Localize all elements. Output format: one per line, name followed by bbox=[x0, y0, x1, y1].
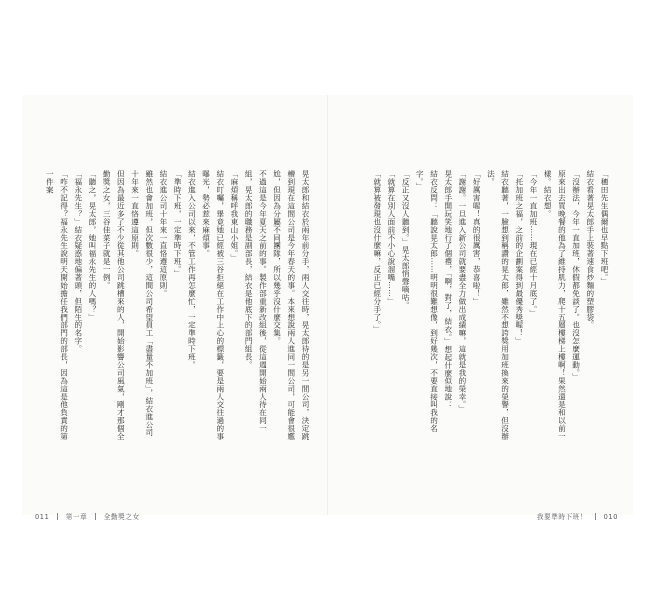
chapter-label: 第一章 bbox=[65, 513, 88, 521]
left-page-footer bbox=[35, 511, 140, 521]
right-page-footer bbox=[537, 511, 618, 521]
chapter-title: 全勤獎之女 bbox=[103, 513, 140, 521]
paragraph: 「麻煩稱呼我東山小姐。」 bbox=[229, 170, 239, 262]
paragraph: 晃太郎和結衣於兩年前分手，兩人交往時，晃太郎待的是另一間公司，決定跳槽到現在這間公司是今年春天的事。本來想說兩人進同一間公司，可能會很尷尬，但因為分屬不同團隊，所以幾乎沒什麼交集。 bbox=[272, 170, 310, 441]
paragraph: 結衣叮囑，畢竟她已經被三谷拒絕在工作中上心的標籤，要是兩人交往過的事曝光，勢必惹來麻煩事。 bbox=[201, 170, 225, 441]
paragraph: 「托加班之福，之前的企劃案得到最優秀獎喔！」 bbox=[514, 170, 524, 345]
paragraph: 晃太郎手開玩笑地行了個禮，「啊，對了，結衣。」想起什麼似地說： bbox=[443, 170, 453, 409]
footer-divider bbox=[57, 513, 58, 520]
left-page-number: 011 bbox=[35, 513, 50, 521]
paragraph: 結衣進入公司以來，不管工作再怎麼忙，一定準時下班。 bbox=[187, 170, 197, 369]
paragraph: 「準時下班，一定準時下班。」 bbox=[173, 170, 183, 278]
paragraph: 「咋不記得？福永先生說明天開始擔任我們部門的部長，因為這是他負責的第一件案 bbox=[45, 170, 69, 441]
right-page-number: 010 bbox=[603, 513, 618, 521]
paragraph: 「聽之，晃太郎，她叫福永先生的人嗎？」 bbox=[87, 170, 97, 322]
footer-divider bbox=[595, 513, 596, 520]
paragraph: 原來出去買晚餐的他為了維持肌力，爬十五層樓梯上樓啊！果然還是和以前一樣。結衣想。 bbox=[543, 170, 567, 441]
paragraph: 不過這是今年夏天之前的事。製作部重新改組後，從這週開始兩人待在同一組，晃太郎的職務是副部長，結衣是他底下的部門組長。 bbox=[244, 170, 268, 433]
paragraph: 「沒辦法，今年一直加班，休假都免談了。也沒怎麼運動。」 bbox=[571, 170, 581, 381]
paragraph: 結衣反問：「聽說晃太郎……明明很難想像，到好幾次，不要直接叫我的名字。」 bbox=[415, 170, 439, 433]
footer-divider bbox=[95, 513, 96, 520]
paragraph: 「好厲害喔！真的很厲害，恭喜啦！」 bbox=[472, 170, 482, 306]
book-gutter bbox=[327, 95, 328, 515]
left-page-text bbox=[40, 170, 312, 444]
paragraph: 「福永先生？」結衣疑惑地偏著頭，但陌生的名字。 bbox=[73, 170, 83, 353]
paragraph: 「今年一直加班……現在已經十月底了。」 bbox=[528, 170, 538, 318]
paragraph: 結衣聽著，一臉想到稱讚的晃太郎，雖然不想誇獎用加班換來的榮譽，但沒辦法。 bbox=[486, 170, 510, 441]
paragraph: 「謝謝。一旦進入新公司就要盡全力做出成績嘛，這就是我的榮幸。」 bbox=[457, 170, 467, 413]
right-page-text bbox=[351, 170, 611, 444]
paragraph: 結衣看著晃太郎手上裝著速食炒麵的塑膠袋。 bbox=[585, 170, 595, 329]
book-title: 我要準時下班！ bbox=[536, 513, 588, 521]
paragraph: 「就算被發現也沒什麼嘛，反正已經分手了。」 bbox=[372, 170, 382, 334]
paragraph: 「反正又沒人聽到。」晃太郎悄聲嘀咕。 bbox=[401, 170, 411, 310]
paragraph: 雖然也會加班，但次數很少，這間公司希望員工「盡量不加班」，結衣進公司十年來一直恪遵這原則。 bbox=[130, 170, 154, 437]
paragraph: 但因為最近多了不少從其他公司跳槽來的人，開始影響公司風氣，剛才那個全勤獎之女，三谷佳菜子就是一例。 bbox=[102, 170, 126, 441]
paragraph: 「穗田先生偶爾也早點下班吧。」 bbox=[600, 170, 609, 286]
paragraph: 結衣進公司十年來一直恪遵這原則。 bbox=[158, 170, 168, 298]
paragraph: 「就算在別人面前不小心說溜嘴……」 bbox=[386, 170, 396, 306]
